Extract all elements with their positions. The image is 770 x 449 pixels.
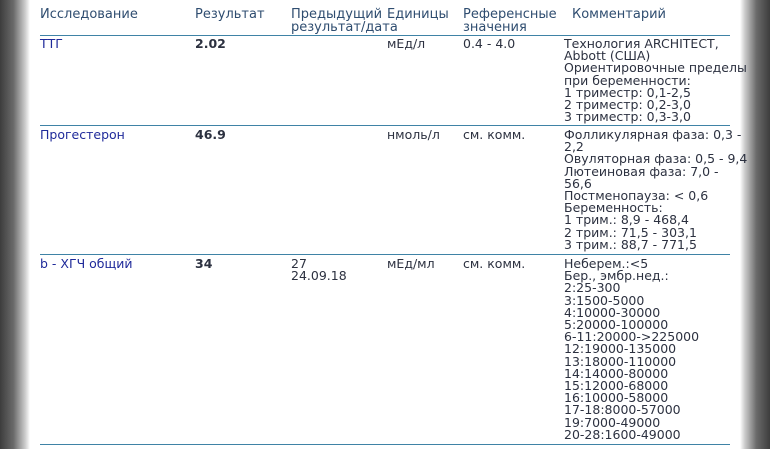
header-units: Единицы	[387, 7, 449, 22]
header-comment: Комментарий	[572, 7, 666, 22]
header-result: Результат	[195, 7, 265, 22]
row-divider	[40, 254, 730, 255]
row-reference: см. комм.	[463, 127, 526, 142]
row-comment: Неберем.:<5 Бер., эмбр.нед.: 2:25-300 3:1500-5000 4:10000-30000 5:20000-100000 6-11:20000->225000 12:19000-135000 13:18000-110000 14:14000-80000 15:12000-68000 16:10000-58000 17-18:8000-57000 19:7000-49000 20-28:1600-49000	[564, 256, 700, 442]
row-units: мЕд/мл	[387, 256, 435, 271]
row-comment: Фолликулярная фаза: 0,3 - 2,2 Овуляторная фаза: 0,5 - 9,4 Лютеиновая фаза: 7,0 - 56,6 Постменопауза: < 0,6 Беременность: 1 трим.: 8,9 - 468,4 2 трим.: 71,5 - 303,1 3 трим.: 88,7 - 771,5	[564, 127, 748, 252]
row-study-name: ТТГ	[40, 36, 63, 51]
row-divider	[40, 444, 730, 445]
left-edge-shadow	[0, 0, 30, 449]
row-result-value: 34	[195, 256, 213, 271]
row-reference: см. комм.	[463, 256, 526, 271]
header-study: Исследование	[40, 7, 138, 22]
row-result-value: 46.9	[195, 127, 226, 142]
row-units: мЕд/л	[387, 36, 426, 51]
row-reference: 0.4 - 4.0	[463, 36, 516, 51]
row-study-name: b - ХГЧ общий	[40, 256, 133, 271]
row-previous-result: 27 24.09.18	[291, 256, 347, 284]
row-divider	[40, 125, 730, 126]
row-study-name: Прогестерон	[40, 127, 125, 142]
header-ref-line1: Референсные	[463, 7, 557, 22]
header-prev-line1: Предыдущий	[291, 7, 383, 22]
row-result-value: 2.02	[195, 36, 226, 51]
header-prev-line2: результат/дата	[291, 20, 398, 35]
header-ref-line2: значения	[463, 20, 527, 35]
row-comment: Технология ARCHITECT, Abbott (США) Ориентировочные пределы при беременности: 1 триместр: 0,1-2,5 2 триместр: 0,2-3,0 3 триместр: 0,3-3,0	[564, 36, 747, 125]
row-units: нмоль/л	[387, 127, 440, 142]
